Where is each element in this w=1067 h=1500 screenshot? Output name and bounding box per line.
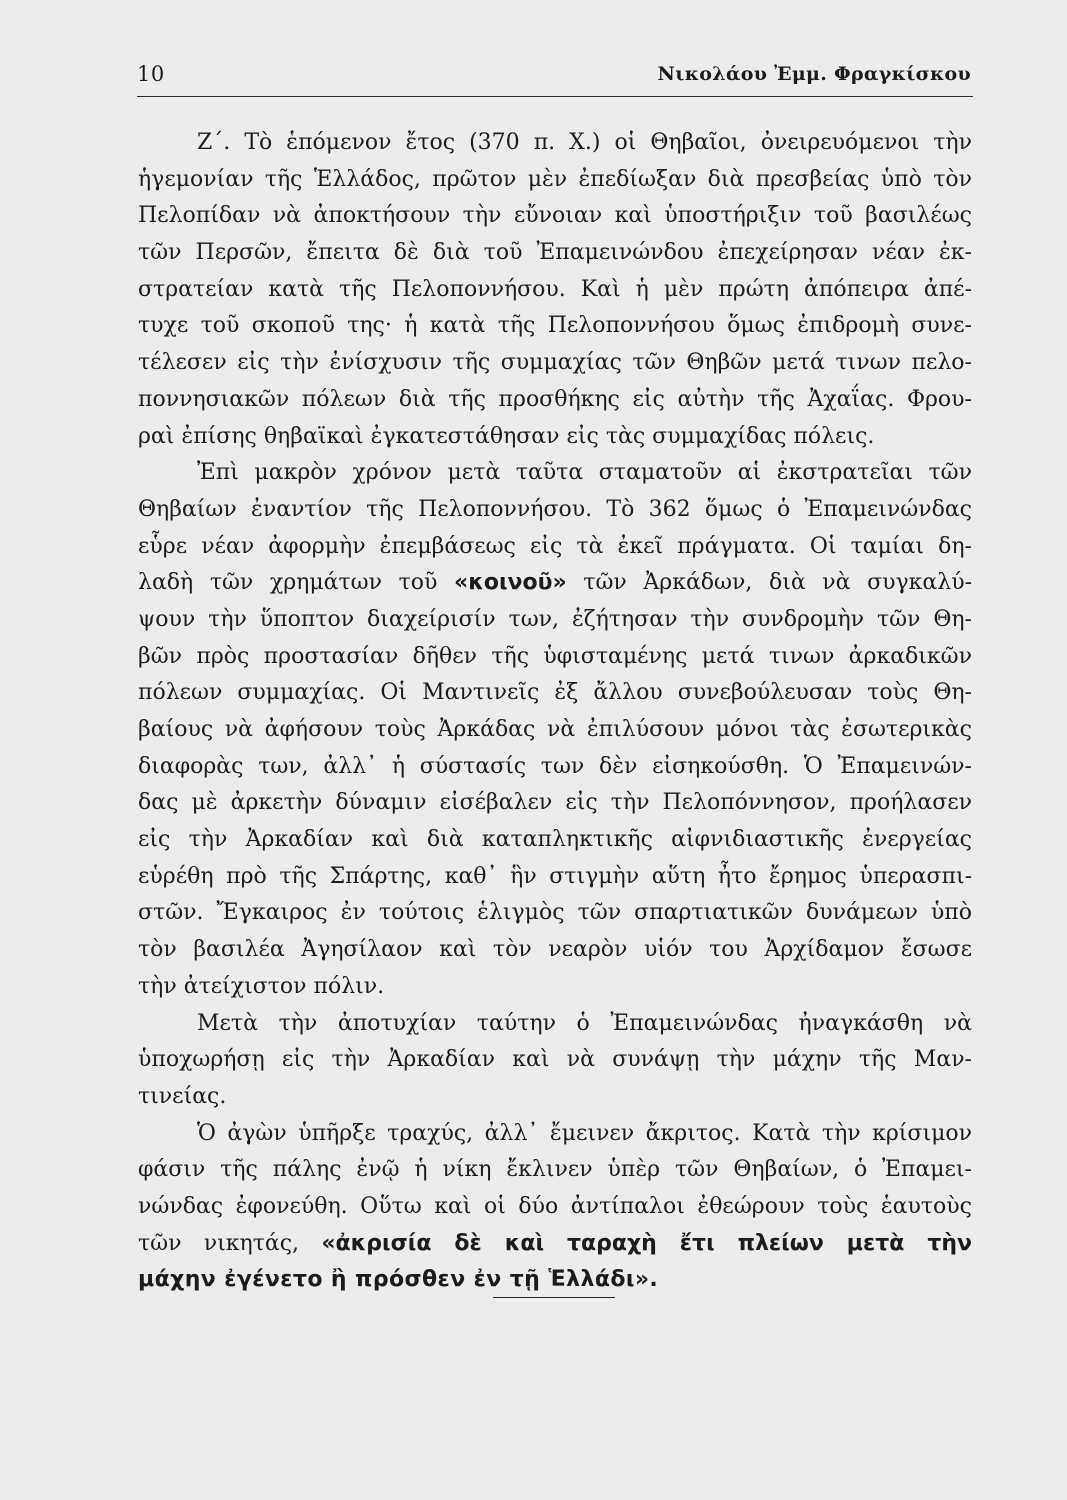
header-rule — [137, 96, 973, 97]
text-line: πόλεων συμμαχίας. Οἱ Μαντινεῖς ἐξ ἄλλου συνεβούλευσαν τοὺς Θη- — [138, 680, 972, 706]
text-line: τῶν Περσῶν, ἔπειτα δὲ διὰ τοῦ Ἐπαμεινώνδου ἐπεχείρησαν νέαν ἐκ- — [138, 240, 972, 266]
text-line: στρατείαν κατὰ τῆς Πελοποννήσου. Καὶ ἡ μὲν πρώτη ἀπόπειρα ἀπέ- — [138, 276, 972, 302]
paragraph-3 — [138, 1006, 972, 1116]
text-line: Μετὰ τὴν ἀποτυχίαν ταύτην ὁ Ἐπαμεινώνδας ἠναγκάσθη νὰ — [197, 1010, 972, 1036]
quote-part-1: «ἀκρισία δὲ καὶ ταραχὴ ἔτι πλείων μετὰ τὴν — [321, 1230, 972, 1256]
text-line: τινείας. — [138, 1083, 227, 1109]
running-head: Νικολάου Ἐμμ. Φραγκίσκου — [657, 63, 971, 85]
paragraph-2 — [138, 455, 972, 1005]
text-line: εἰς τὴν Ἀρκαδίαν καὶ διὰ καταπληκτικῆς αἰφνιδιαστικῆς ἐνεργείας — [138, 827, 972, 853]
text-fragment: τῶν Ἀρκάδων, διὰ νὰ συγκαλύ- — [583, 570, 972, 596]
text-fragment: λαδὴ τῶν χρημάτων τοῦ — [138, 570, 438, 596]
text-fragment: τῶν νικητάς, — [138, 1230, 300, 1256]
text-line: εὗρε νέαν ἀφορμὴν ἐπεμβάσεως εἰς τὰ ἐκεῖ πράγματα. Οἱ ταμίαι δη- — [138, 533, 972, 559]
text-line: ραὶ ἐπίσης θηβαϊκαὶ ἐγκατεστάθησαν εἰς τὰς συμμαχίδας πόλεις. — [138, 423, 875, 449]
paragraph-1 — [138, 125, 972, 455]
text-line: ὑποχωρήσῃ εἰς τὴν Ἀρκαδίαν καὶ νὰ συνάψῃ τὴν μάχην τῆς Μαν- — [138, 1047, 972, 1073]
page-number: 10 — [137, 62, 165, 86]
text-line: Πελοπίδαν νὰ ἀποκτήσουν τὴν εὔνοιαν καὶ ὑποστήριξιν τοῦ βασιλέως — [138, 203, 972, 229]
end-rule — [493, 1297, 615, 1298]
text-line: Ἐπὶ μακρὸν χρόνον μετὰ ταῦτα σταματοῦν αἱ ἐκστρατεῖαι τῶν — [197, 460, 972, 486]
text-line: εὑρέθη πρὸ τῆς Σπάρτης, καθ᾽ ἣν στιγμὴν αὕτη ἦτο ἔρημος ὑπερασπι- — [138, 863, 972, 889]
text-line: Ζ΄. Τὸ ἑπόμενον ἔτος (370 π. Χ.) οἱ Θηβαῖοι, ὀνειρευόμενοι τὴν — [197, 130, 972, 155]
paragraph-4 — [138, 1116, 972, 1299]
body-text — [138, 125, 972, 1299]
text-line-mixed — [138, 1226, 972, 1263]
text-line: τέλεσεν εἰς τὴν ἐνίσχυσιν τῆς συμμαχίας τῶν Θηβῶν μετά τινων πελο- — [138, 350, 972, 376]
text-line: νώνδας ἐφονεύθη. Οὕτω καὶ οἱ δύο ἀντίπαλοι ἐθεώρουν τοὺς ἑαυτοὺς — [138, 1193, 972, 1219]
text-line: διαφορὰς των, ἀλλ᾽ ἡ σύστασίς των δὲν εἰσηκούσθη. Ὁ Ἐπαμεινών- — [138, 753, 972, 779]
text-line-mixed — [138, 565, 972, 602]
page-header — [137, 62, 973, 92]
text-line: τὴν ἀτείχιστον πόλιν. — [138, 973, 385, 999]
text-line: Ὁ ἀγὼν ὑπῆρξε τραχύς, ἀλλ᾽ ἔμεινεν ἄκριτος. Κατὰ τὴν κρίσιμον — [197, 1120, 972, 1146]
text-line: ἡγεμονίαν τῆς Ἑλλάδος, πρῶτον μὲν ἐπεδίωξαν διὰ πρεσβείας ὑπὸ τὸν — [138, 166, 972, 192]
text-line: βῶν πρὸς προστασίαν δῆθεν τῆς ὑφισταμένης μετά τινων ἀρκαδικῶν — [138, 643, 972, 669]
text-line: στῶν. Ἔγκαιρος ἐν τούτοις ἑλιγμὸς τῶν σπαρτιατικῶν δυνάμεων ὑπὸ — [138, 900, 972, 926]
quote-part-2: μάχην ἐγένετο ἢ πρόσθεν ἐν τῇ Ἑλλάδι». — [138, 1267, 659, 1293]
text-line: τυχε τοῦ σκοποῦ της· ἡ κατὰ τῆς Πελοποννήσου ὅμως ἐπιδρομὴ συνε- — [138, 313, 972, 339]
text-line: ψουν τὴν ὕποπτον διαχείρισίν των, ἐζήτησαν τὴν συνδρομὴν τῶν Θη- — [138, 606, 972, 632]
text-line: ποννησιακῶν πόλεων διὰ τῆς προσθήκης εἰς αὐτὴν τῆς Ἀχαΐας. Φρου- — [138, 386, 972, 412]
text-line: Θηβαίων ἐναντίον τῆς Πελοποννήσου. Τὸ 362 ὅμως ὁ Ἐπαμεινώνδας — [138, 496, 972, 522]
bold-term-koinou: «κοινοῦ» — [453, 570, 567, 596]
text-line: φάσιν τῆς πάλης ἐνῷ ἡ νίκη ἔκλινεν ὑπὲρ τῶν Θηβαίων, ὁ Ἐπαμει- — [138, 1157, 972, 1183]
text-line: βαίους νὰ ἀφήσουν τοὺς Ἀρκάδας νὰ ἐπιλύσουν μόνοι τὰς ἐσωτερικὰς — [138, 717, 972, 742]
text-line: δας μὲ ἀρκετὴν δύναμιν εἰσέβαλεν εἰς τὴν Πελοπόννησον, προήλασεν — [138, 790, 972, 816]
text-line: τὸν βασιλέα Ἀγησίλαον καὶ τὸν νεαρὸν υἱόν του Ἀρχίδαμον ἔσωσε — [138, 937, 972, 963]
